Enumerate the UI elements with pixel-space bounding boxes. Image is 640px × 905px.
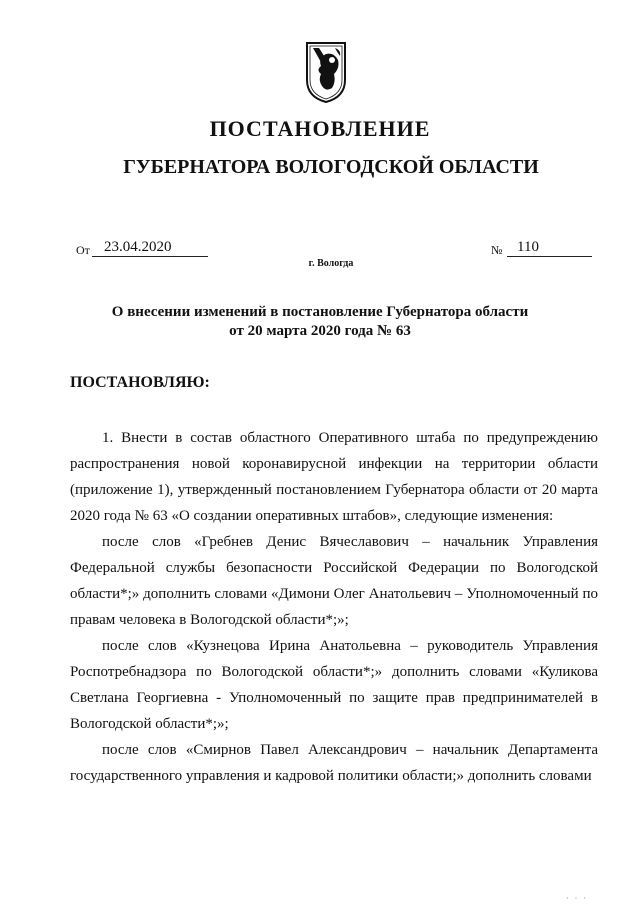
paragraph-2: после слов «Гребнев Денис Вячеславович – начальник Управления Федеральной службы безопасности Российской Федерации по Вологодской области*;» дополнить словами «Димони Олег Анатольевич – Уполномоченный по правам человека в Вологодской области*;»; bbox=[70, 534, 598, 628]
number-value: 110 bbox=[507, 238, 592, 257]
page-mark: · · · bbox=[566, 894, 588, 903]
coat-of-arms-icon bbox=[304, 40, 348, 104]
paragraph-1: 1. Внести в состав областного Оперативного штаба по предупреждению распространения новой коронавирусной инфекции на территории области (приложение 1), утвержденный постановлением Губернатора области от 20 марта 2020 года № 63 «О создании оперативных штабов», следующие изменения: bbox=[70, 430, 598, 524]
date-label: От bbox=[76, 243, 90, 257]
decree-word: ПОСТАНОВЛЯЮ: bbox=[70, 374, 210, 391]
number-label: № bbox=[491, 243, 503, 257]
document-title: ПОСТАНОВЛЕНИЕ bbox=[209, 116, 431, 141]
date-value: 23.04.2020 bbox=[92, 238, 208, 257]
subject-line-2: от 20 марта 2020 года № 63 bbox=[229, 323, 411, 339]
paragraph-3: после слов «Кузнецова Ирина Анатольевна – руководитель Управления Роспотребнадзора по Вологодской области*;» дополнить словами «Куликова Светлана Георгиевна - Уполномоченный по защите прав предпринимателей в Вологодской области*;»; bbox=[70, 638, 598, 732]
paragraph-4: после слов «Смирнов Павел Александрович – начальник Департамента государственного управления и кадровой политики области;» дополнить словами bbox=[70, 742, 598, 784]
city: г. Вологда bbox=[308, 258, 354, 269]
issuer-title: ГУБЕРНАТОРА ВОЛОГОДСКОЙ ОБЛАСТИ bbox=[123, 156, 539, 178]
subject-heading bbox=[90, 303, 550, 341]
subject-line-1: О внесении изменений в постановление Губернатора области bbox=[111, 304, 529, 320]
